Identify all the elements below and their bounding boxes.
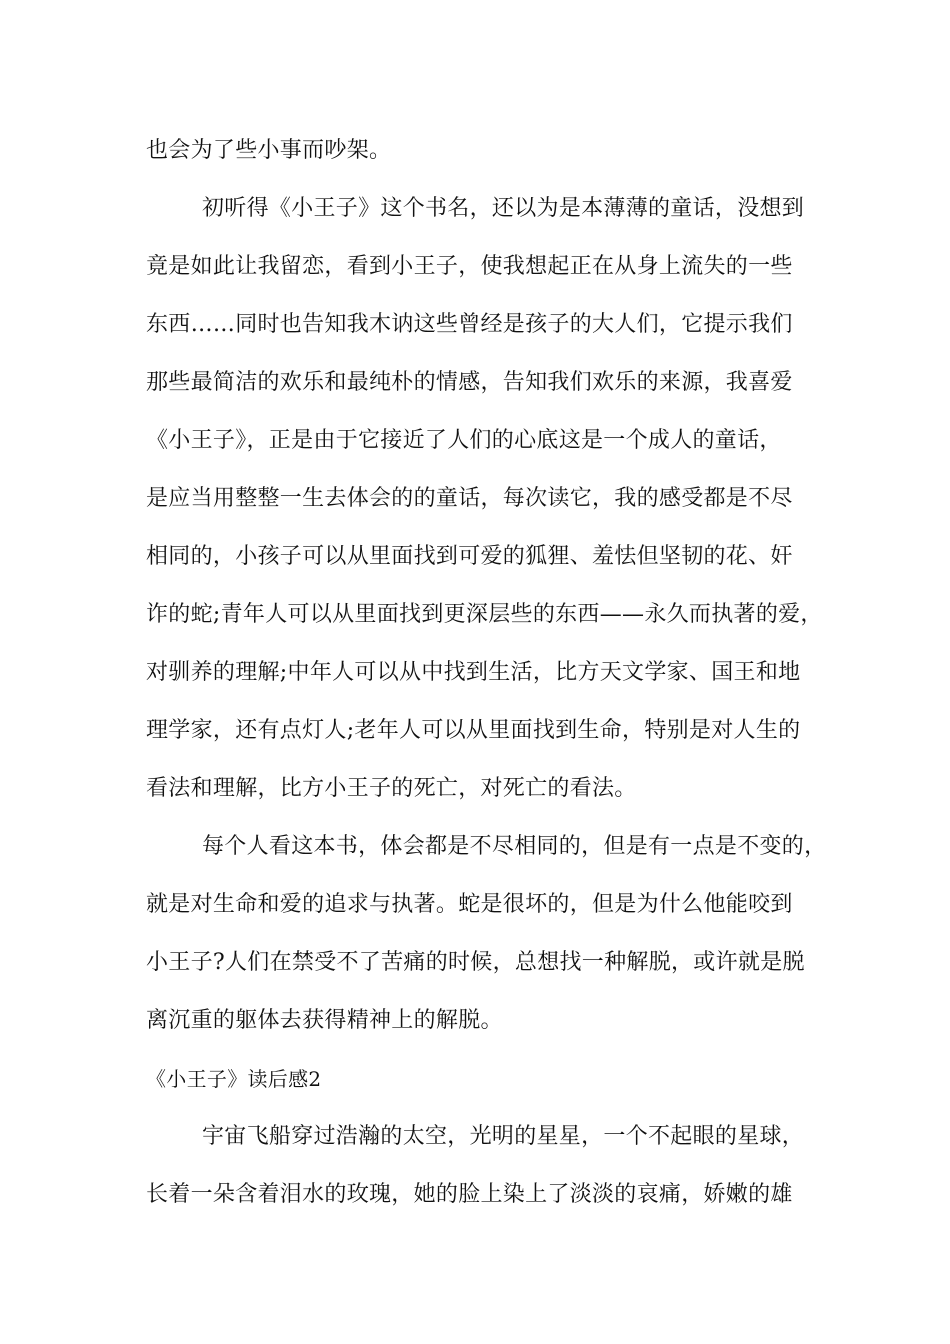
section-heading: 《小王子》读后感2 — [146, 1067, 322, 1091]
paragraph-line: 就是对生命和爱的追求与执著。蛇是很坏的，但是为什么他能咬到 — [146, 892, 793, 917]
paragraph-line: 长着一朵含着泪水的玫瑰，她的脸上染上了淡淡的哀痛，娇嫩的雄 — [146, 1182, 793, 1207]
paragraph-line: 竟是如此让我留恋，看到小王子，使我想起正在从身上流失的一些 — [146, 254, 793, 279]
paragraph-line: 也会为了些小事而吵架。 — [146, 138, 392, 163]
paragraph-line: 那些最简洁的欢乐和最纯朴的情感，告知我们欢乐的来源，我喜爱 — [146, 370, 793, 395]
paragraph-line: 相同的，小孩子可以从里面找到可爱的狐狸、羞怯但坚韧的花、奸 — [146, 544, 793, 569]
paragraph-line: 理学家，还有点灯人;老年人可以从里面找到生命，特别是对人生的 — [146, 718, 801, 743]
paragraph-line: 小王子?人们在禁受不了苦痛的时候，总想找一种解脱，或许就是脱 — [146, 950, 805, 975]
paragraph-line: 是应当用整整一生去体会的的童话，每次读它，我的感受都是不尽 — [146, 486, 793, 511]
paragraph-line: 每个人看这本书，体会都是不尽相同的，但是有一点是不变的， — [202, 834, 827, 859]
paragraph-line: 看法和理解，比方小王子的死亡，对死亡的看法。 — [146, 776, 637, 801]
paragraph-line: 初听得《小王子》这个书名，还以为是本薄薄的童话，没想到 — [202, 196, 805, 221]
paragraph-line: 对驯养的理解;中年人可以从中找到生活，比方天文学家、国王和地 — [146, 660, 801, 685]
paragraph-line: 《小王子》，正是由于它接近了人们的心底这是一个成人的童话， — [146, 428, 782, 453]
paragraph-line: 宇宙飞船穿过浩瀚的太空，光明的星星，一个不起眼的星球， — [202, 1124, 805, 1149]
paragraph-line: 离沉重的躯体去获得精神上的解脱。 — [146, 1008, 503, 1033]
paragraph-line: 东西……同时也告知我木讷这些曾经是孩子的大人们，它提示我们 — [146, 312, 793, 337]
paragraph-line: 诈的蛇;青年人可以从里面找到更深层些的东西——永久而执著的爱， — [146, 602, 823, 627]
